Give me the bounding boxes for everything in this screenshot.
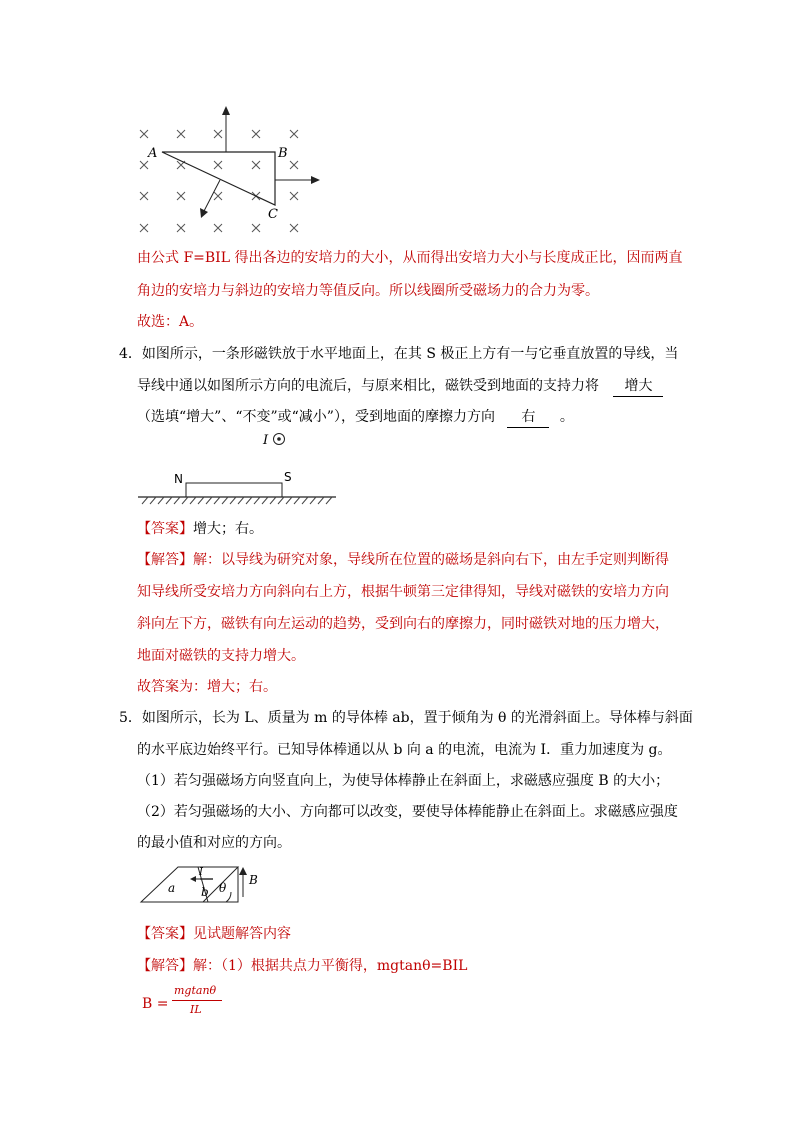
label-c: C [268,207,278,222]
q5-explain1 [137,956,467,976]
q5-explain1-text: 解：（1）根据共点力平衡得，mgtanθ=BIL [193,958,468,974]
pole-s: S [284,470,292,484]
q5-explain-label: 【解答】 [137,958,193,974]
formula-b [142,984,242,1024]
label-b: B [278,146,288,161]
fraction-bar [172,1000,222,1001]
q5-line1: 5．如图所示，长为 L、质量为 m 的导体棒 ab，置于倾角为 θ 的光滑斜面上。导体棒与斜面 [119,710,693,726]
q4-line3-end: 。 [559,409,574,425]
label-a: A [148,146,158,161]
q4-answer [137,519,263,539]
q5-sub1: （1）若匀强磁场方向竖直向上，为使导体棒静止在斜面上，求磁感应强度 B 的大小； [137,773,670,789]
current-i: I [199,867,203,878]
solution3-line2: 角边的安培力与斜边的安培力等值反向。所以线圈所受磁场力的合力为零。 [137,283,599,299]
q5-answer-text: 见试题解答内容 [193,926,291,942]
bar-magnet [186,483,282,497]
q4-blank2 [507,407,549,428]
magnet-figure [136,428,341,508]
q4-blank1-answer: 增大 [624,378,653,394]
formula-numerator: mgtanθ [174,984,217,997]
formula-denominator: IL [190,1003,202,1016]
solution3-line1: 由公式 F=BIL 得出各边的安培力的大小，从而得出安培力大小与长度成正比，因而两直 [137,250,683,266]
q4-explain3: 斜向左下方，磁铁有向左运动的趋势，受到向右的摩擦力，同时磁铁对地的压力增大， [137,616,669,632]
q5-line2: 的水平底边始终平行。已知导体棒通以从 b 向 a 的电流，电流为 I．重力加速度为 g。 [137,742,672,758]
current-label: I [263,433,269,448]
end-a: a [168,881,176,895]
q4-blank1 [613,376,663,397]
end-b: b [201,885,209,899]
q4-final: 故答案为：增大；右。 [137,679,277,695]
q4-explain4: 地面对磁铁的支持力增大。 [137,648,305,664]
q4-answer-label: 【答案】 [137,521,193,537]
q4-line3-text: （选填“增大”、“不变”或“减小”），受到地面的摩擦力方向 [137,409,495,425]
triangle-loop-figure [130,100,330,240]
q5-answer [137,924,291,944]
incline-figure [138,862,268,912]
angle-theta: θ [219,881,227,895]
q4-explain-label: 【解答】 [137,552,193,568]
q4-line1: 4．如图所示，一条形磁铁放于水平地面上，在其 S 极正上方有一与它垂直放置的导线，当 [119,346,679,362]
q4-answer-text: 增大；右。 [193,521,263,537]
q4-line3 [137,407,574,428]
q4-blank2-answer: 右 [521,409,536,425]
formula-lhs: B = [142,996,169,1012]
field-b: B [249,873,258,887]
q4-explain1-text: 解：以导线为研究对象，导线所在位置的磁场是斜向右下，由左手定则判断得 [193,552,669,568]
q5-sub3: 的最小值和对应的方向。 [137,835,291,851]
q4-line2-text: 导线中通以如图所示方向的电流后，与原来相比，磁铁受到地面的支持力将 [137,378,599,394]
q4-line2 [137,376,663,397]
q5-sub2: （2）若匀强磁场的大小、方向都可以改变，要使导体棒能静止在斜面上。求磁感应强度 [137,804,678,820]
q4-explain2: 知导线所受安培力方向斜向右上方，根据牛顿第三定律得知，导线对磁铁的安培力方向 [137,584,669,600]
angle-arc [226,892,231,902]
pole-n: N [174,472,183,486]
solution3-choice: 故选：A。 [137,314,204,330]
q5-answer-label: 【答案】 [137,926,193,942]
q4-explain1 [137,550,669,570]
